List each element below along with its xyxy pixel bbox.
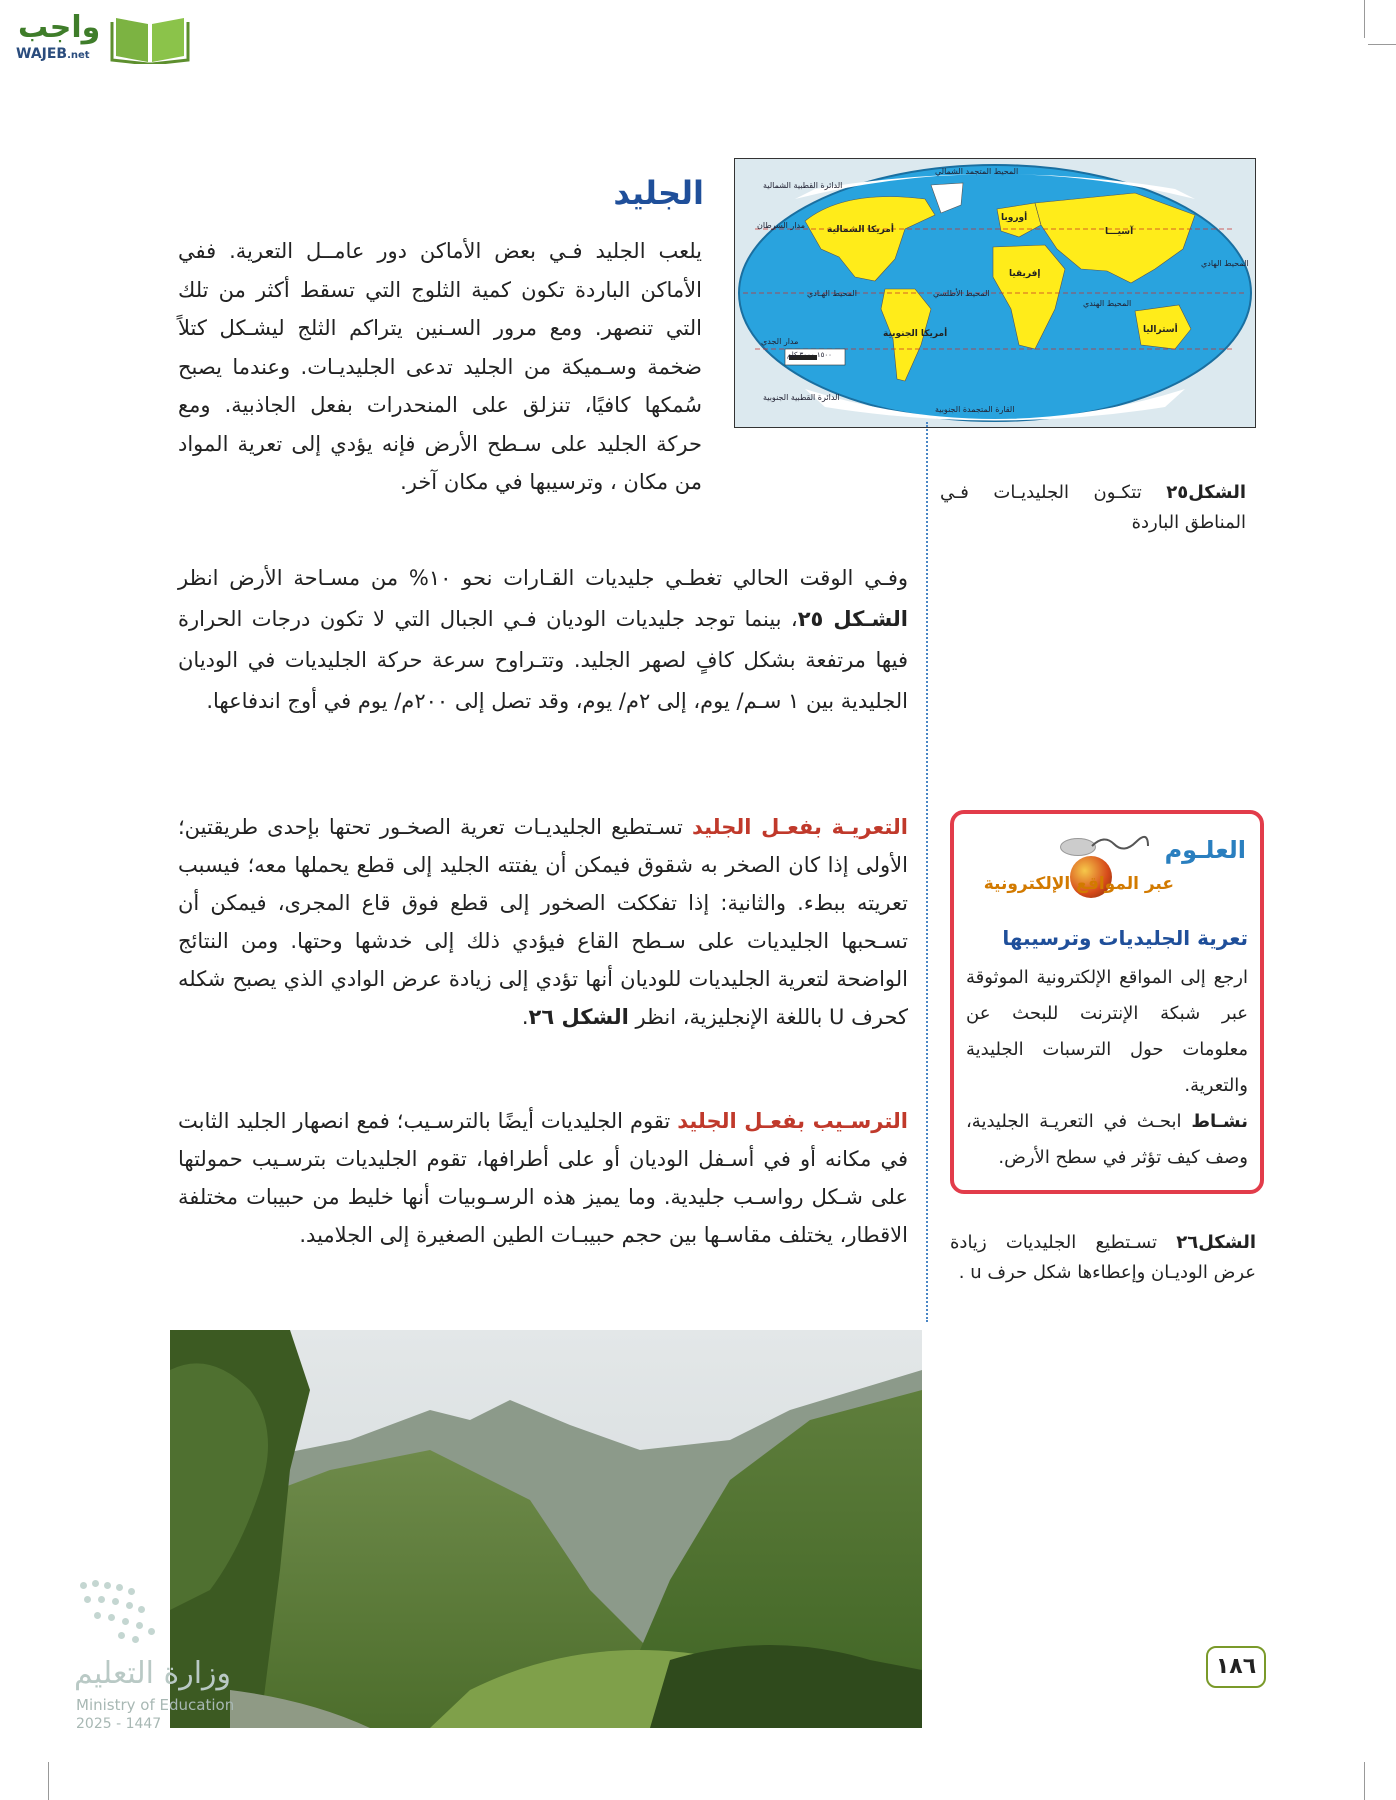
science-box-activity: نشـاط ابحـث في التعريـة الجليدية، وصف كيف تؤثر في سطح الأرض. [966,1111,1248,1168]
label-south-america: أمريكا الجنوبية [883,329,948,339]
label-indian-ocean: المحيط الهندي [1083,299,1132,308]
label-europe: أوروبا [1001,213,1028,223]
science-box-heading: تعرية الجليديات وترسيبها [1002,926,1248,950]
wajeb-logo[interactable] [10,8,190,68]
page-number: ١٨٦ [1206,1646,1266,1688]
label-australia: أستراليا [1143,325,1178,335]
figure-26-ref: الشكل ٢٦ [528,1005,629,1029]
paragraph-ice-intro: يلعب الجليد فـي بعض الأماكن دور عامــل التعرية. ففي الأماكن الباردة تكون كمية الثلوج التي تسقط أكثر من تلك التي تنصهر. ومع مرور السـنين يتراكم الثلج ليشـكل كتلاً ضخمة وسـميكة من الجليد تدعى الجليديـات. وعندما يصبح سُمكها كافيًا، تنزلق على المنحدرات بفعل الجاذبية. ومع حركة الجليد على سـطح الأرض فإنه يؤدي إلى تعرية المواد من مكان ، وترسيبها في مكان آخر. [178,239,702,494]
paragraph-glacial-deposition: الترسـيب بفعـل الجليد تقوم الجليديات أيضًا بالترسـيب؛ فمع انصهار الجليد الثابت في مكانه أو في أسـفل الوديان أو على أطرافها، تقوم الجليديات بترسـيب حمولتها على شـكل رواسـب جليدية. وما يميز هذه الرسـوبيات أنها خليط من حبيبات مختلفة الاقطار، يختلف مقاسـها بين حجم حبيبـات الطين الصغيرة إلى الجلاميد. [178,1109,908,1247]
label-arctic-ocean: المحيط المتجمد الشمالي [935,167,1019,176]
label-africa: إفريقيا [1009,269,1041,279]
map-scale: ١٥٠٠ ٣٠٠٠ كلم [787,351,832,359]
logo-latin: WAJEB.net [16,46,90,62]
label-tropic-cancer: مدار السرطان [757,221,806,230]
label-arctic-circle: الدائرة القطبية الشمالية [763,181,843,190]
science-box-body: ارجع إلى المواقع الإلكترونية الموثوقة عبر شبكة الإنترنت للبحث عن معلومات حول الترسبات الجليدية والتعرية. [966,967,1248,1096]
paragraph-glacial-erosion: التعريـة بفعـل الجليد تسـتطيع الجليديـات تعرية الصخـور تحتها بإحدى طريقتين؛ الأولى إذا كان الصخر به شقوق فيمكن أن يفتته الجليد إلى قطع يحملها معه؛ فيسبب تعريته ببطء. والثانية: إذا تفككت الصخور إلى قطع فوق قاع المجرى، فيمكن أن تسـحبها الجليديات على سـطح القاع فيؤدي ذلك إلى خدشها وحتها. ومن النتائج الواضحة لتعرية الجليديات للوديان أنها تؤدي إلى زيادة عرض الوادي الذي يصبح شكله كحرف U باللغة الإنجليزية، انظر الشكل ٢٦. [178,815,908,1029]
label-tropic-capricorn: مدار الجدي [761,337,799,346]
u-shaped-valley-photo [170,1330,922,1728]
label-pacific-east: المحيط الهادي [1201,259,1249,268]
figure-25-ref: الشـكل ٢٥ [797,607,908,631]
label-pacific-west: المحيط الهـادي [807,289,857,298]
book-icon [110,8,190,64]
world-map-figure-25 [734,158,1256,428]
ministry-english: Ministry of Education [76,1696,235,1714]
science-online-box [950,810,1264,1194]
label-north-america: أمريكا الشمالية [827,225,894,235]
crop-mark [1368,44,1396,45]
caption-figure-25: الشكل٢٥ تتكـون الجليديـات فـي المناطق الباردة [940,482,1246,533]
section-heading: الجليد [613,174,704,212]
column-divider [926,422,928,1322]
crop-mark [48,1762,49,1800]
term-glacial-erosion: التعريـة بفعـل الجليد [691,815,908,839]
ministry-logo [74,1576,274,1736]
science-box-title: العلـوم [1164,836,1246,864]
ministry-arabic: وزارة التعليم [74,1656,232,1691]
term-glacial-deposition: الترسـيب بفعـل الجليد [677,1109,908,1133]
paragraph-glaciers-today: وفـي الوقت الحالي تغطـي جليديات القـارات نحو ١٠% من مسـاحة الأرض انظر الشـكل ٢٥، بينما توجد جليديات الوديان فـي الجبال التي لا تكون درجات الحرارة فيها مرتفعة بشكل كافٍ لصهر الجليد. وتتـراوح سرعة حركة الجليديات في الوديان الجليدية بين ١ سـم/ يوم، إلى ٢م/ يوم، وقد تصل إلى ٢٠٠م/ يوم في أوج اندفاعها. [178,566,908,713]
label-atlantic: المحيط الأطلسي [933,289,990,298]
ministry-year: 2025 - 1447 [76,1716,162,1732]
crop-mark [1364,0,1365,38]
label-antarctica: القارة المتجمدة الجنوبية [935,405,1015,414]
label-antarctic-circle: الدائرة القطبية الجنوبية [763,393,840,402]
label-asia: آسيـــا [1105,227,1134,237]
logo-arabic: واجب [18,10,101,45]
caption-figure-26: الشكل٢٦ تسـتطيع الجليديات زيادة عرض الوديـان وإعطاءها شكل حرف u . [950,1232,1256,1283]
science-box-subtitle: عبر المواقع الإلكترونية [983,874,1174,894]
cable-icon [1090,832,1150,856]
crop-mark [1364,1762,1365,1800]
